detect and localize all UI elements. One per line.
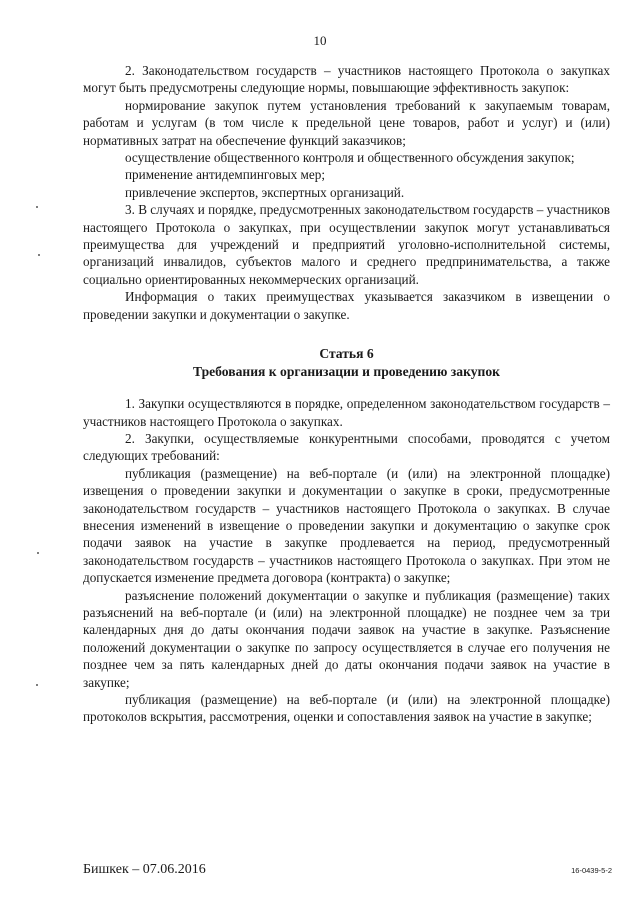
footer-place-date: Бишкек – 07.06.2016: [83, 862, 206, 877]
document-body: [83, 62, 610, 726]
paragraph: публикация (размещение) на веб-портале (и (или) на электронной площадке) протоколов вскрытия, рассмотрения, оценки и сопоставления заявок на участие в закупке;: [83, 692, 610, 725]
paragraph: 2. Закупки, осуществляемые конкурентными способами, проводятся с учетом следующих требований:: [83, 430, 610, 464]
page-number: 10: [313, 33, 327, 48]
paragraph: 2. Законодательством государств – участников настоящего Протокола о закупках могут быть предусмотрены следующие нормы, повышающие эффективность закупок:: [83, 63, 610, 96]
paragraph: нормирование закупок путем установления требований к закупаемым товарам, работам и услугам (в том числе к предельной цене товаров, работ и услуг) и (или) нормативных затрат на обеспечение функций заказчиков;: [83, 97, 610, 148]
paragraph: разъяснение положений документации о закупке и публикация (размещение) таких разъяснений на веб-портале (и (или) на электронной площадке) не позднее чем за три календарных дня до даты окончания подачи заявок на участие в закупке. Разъяснение положений документации о закупке по запросу осуществляется в случае его получения не позднее чем за пять календарных дней до даты окончания подачи заявок на участие в закупке;: [83, 587, 610, 690]
paragraph: Информация о таких преимуществах указывается заказчиком в извещении о проведении закупки и документации о закупке.: [83, 289, 610, 322]
article-title: Требования к организации и проведению закупок: [193, 364, 500, 380]
paragraph: публикация (размещение) на веб-портале (и (или) на электронной площадке) извещения о проведении закупки и документации о закупке в сроки, предусмотренные законодательством государств – участников настоящего Протокола о закупках. В случае внесения изменений в извещение о проведении закупки и документацию о закупке срок подачи заявок на участие в закупке продлевается на период, предусмотренный законодательством государств – участников настоящего Протокола о закупках. При этом не допускается изменение предмета договора (контракта) о закупке;: [83, 465, 610, 586]
paragraph: 1. Закупки осуществляются в порядке, определенном законодательством государств – участников настоящего Протокола о закупках.: [83, 396, 610, 429]
article-number: Статья 6: [319, 346, 374, 362]
paragraph: применение антидемпинговых мер;: [125, 167, 326, 183]
paragraph: осуществление общественного контроля и общественного обсуждения закупок;: [125, 150, 575, 166]
paragraph: привлечение экспертов, экспертных организаций.: [125, 184, 405, 200]
scan-mark: [38, 254, 40, 256]
paragraph: 3. В случаях и порядке, предусмотренных законодательством государств – участников настоящего Протокола о закупках, при осуществлении закупок могут устанавливаться преимущества для учреждений и предприятий уголовно-исполнительной системы, организаций инвалидов, субъектов малого и среднего предпринимательства, а также социально ориентированных некоммерческих организаций.: [83, 202, 610, 287]
scan-mark: [37, 552, 39, 554]
footer-doc-code: 16-0439-5-2: [571, 866, 612, 875]
scan-mark: [36, 206, 38, 208]
scan-mark: [36, 684, 38, 686]
